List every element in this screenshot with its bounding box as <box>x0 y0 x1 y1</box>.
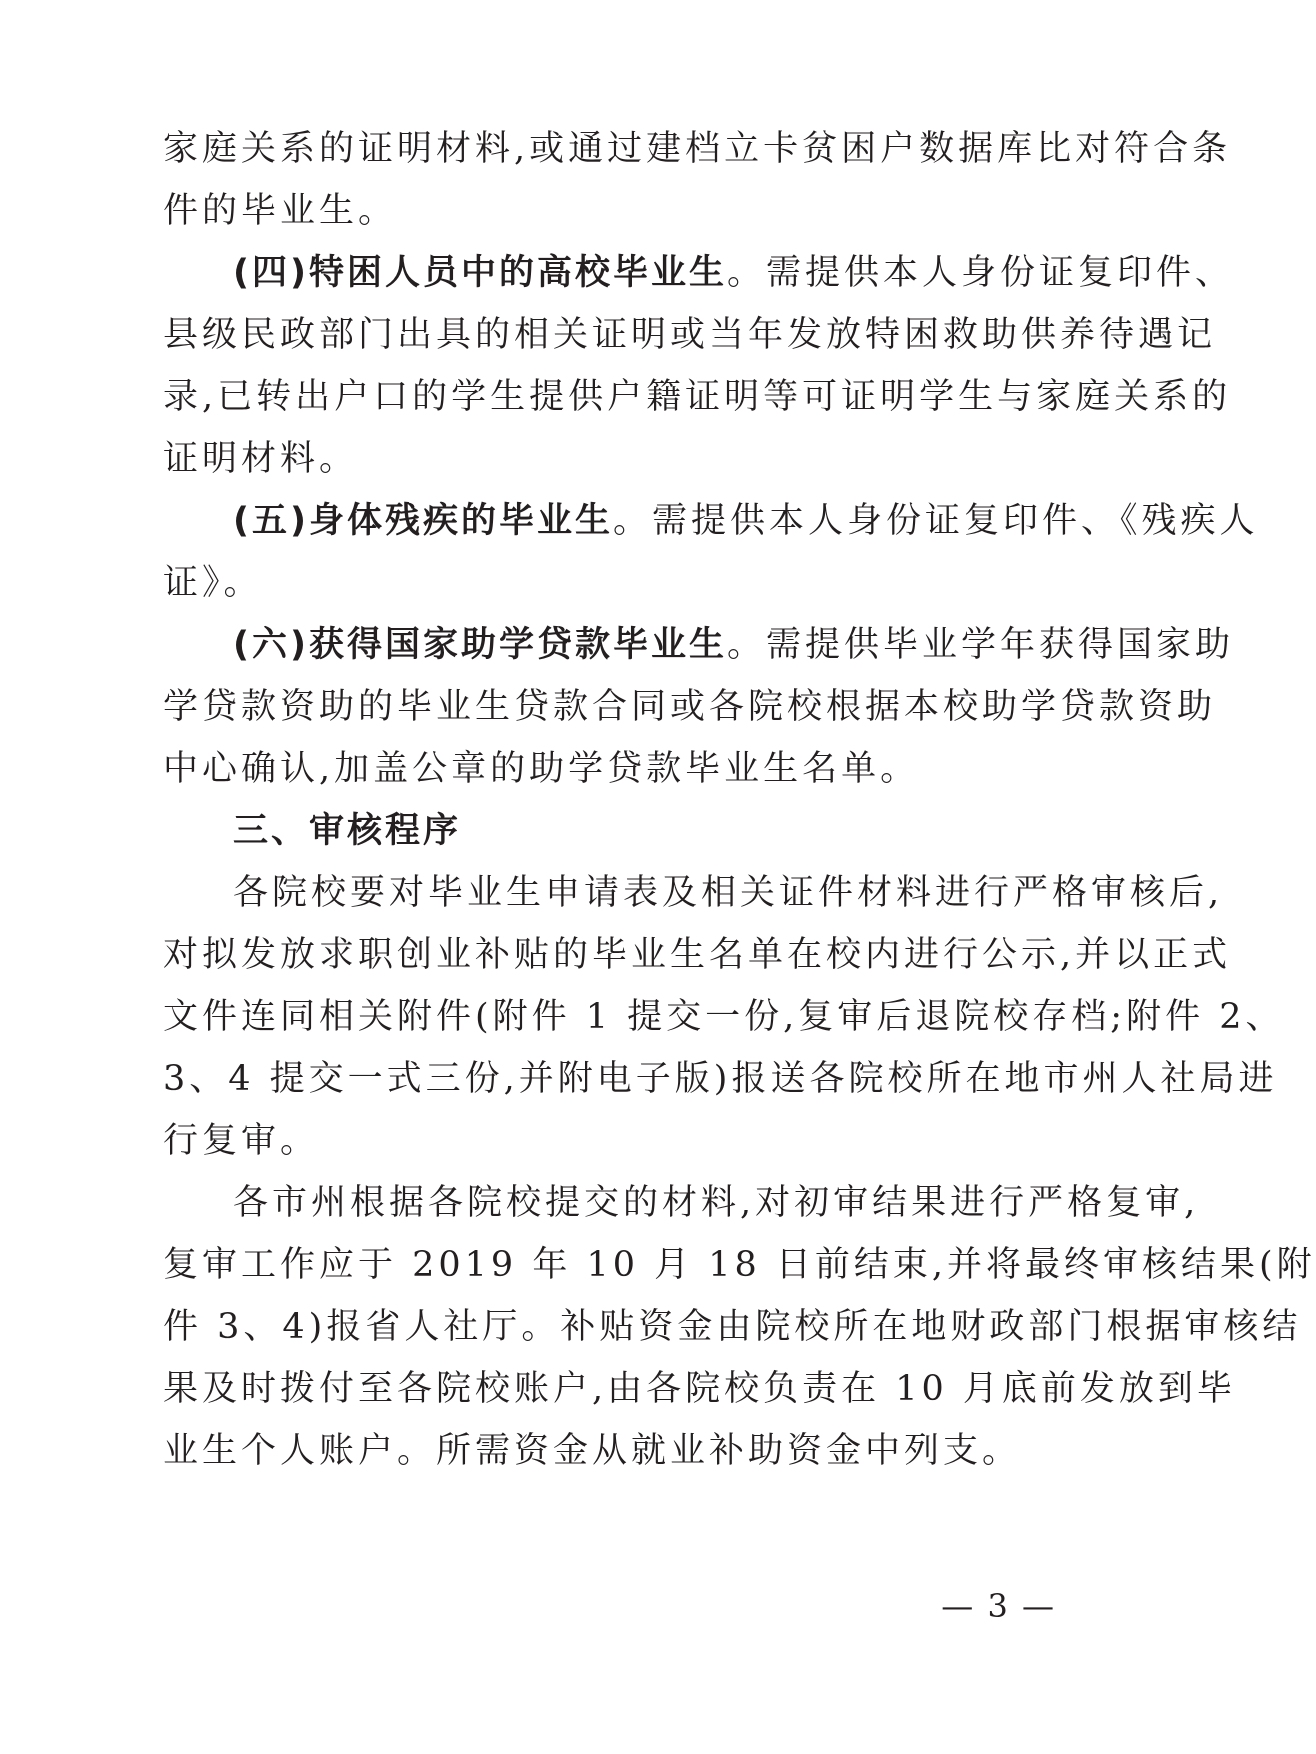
item-text: 。需提供毕业学年获得国家助 <box>727 625 1235 665</box>
paragraph-first-line <box>233 488 1259 554</box>
paragraph-line: 中心确认,加盖公章的助学贷款毕业生名单。 <box>163 749 920 789</box>
item-lead-five: (五)身体残疾的毕业生 <box>233 501 613 541</box>
paragraph-line: 件 3、4)报省人社厅。补贴资金由院校所在地财政部门根据审核结 <box>163 1307 1302 1347</box>
paragraph-line: 3、4 提交一式三份,并附电子版)报送各院校所在地市州人社局进 <box>163 1059 1278 1099</box>
paragraph-first-line: 各院校要对毕业生申请表及相关证件材料进行严格审核后, <box>233 873 1224 913</box>
paragraph-line: 对拟发放求职创业补贴的毕业生名单在校内进行公示,并以正式 <box>163 935 1232 975</box>
paragraph-line: 证明材料。 <box>163 439 359 479</box>
paragraph-line: 件的毕业生。 <box>163 191 398 231</box>
paragraph-first-line <box>233 240 1235 306</box>
item-text: 。需提供本人身份证复印件、《残疾人 <box>613 501 1259 541</box>
paragraph-line: 县级民政部门出具的相关证明或当年发放特困救助供养待遇记 <box>163 315 1217 355</box>
paragraph-line: 证》。 <box>163 563 263 603</box>
paragraph-line: 业生个人账户。所需资金从就业补助资金中列支。 <box>163 1431 1022 1471</box>
paragraph-first-line: 各市州根据各院校提交的材料,对初审结果进行严格复审, <box>233 1183 1200 1223</box>
paragraph-line: 行复审。 <box>163 1121 320 1161</box>
item-lead-six: (六)获得国家助学贷款毕业生 <box>233 625 727 665</box>
item-lead-four: (四)特困人员中的高校毕业生 <box>233 253 727 293</box>
paragraph-line: 文件连同相关附件(附件 1 提交一份,复审后退院校存档;附件 2、 <box>163 997 1285 1037</box>
paragraph-line: 家庭关系的证明材料,或通过建档立卡贫困户数据库比对符合条 <box>163 129 1232 169</box>
paragraph-first-line <box>233 612 1235 678</box>
item-text: 。需提供本人身份证复印件、 <box>727 253 1235 293</box>
page-number: — 3 — <box>941 1587 1056 1625</box>
paragraph-line: 果及时拨付至各院校账户,由各院校负责在 10 月底前发放到毕 <box>163 1369 1236 1409</box>
paragraph-line: 录,已转出户口的学生提供户籍证明等可证明学生与家庭关系的 <box>163 377 1232 417</box>
section-heading: 三、审核程序 <box>233 811 462 851</box>
paragraph-line: 学贷款资助的毕业生贷款合同或各院校根据本校助学贷款资助 <box>163 687 1217 727</box>
paragraph-line: 复审工作应于 2019 年 10 月 18 日前结束,并将最终审核结果(附 <box>163 1245 1316 1285</box>
